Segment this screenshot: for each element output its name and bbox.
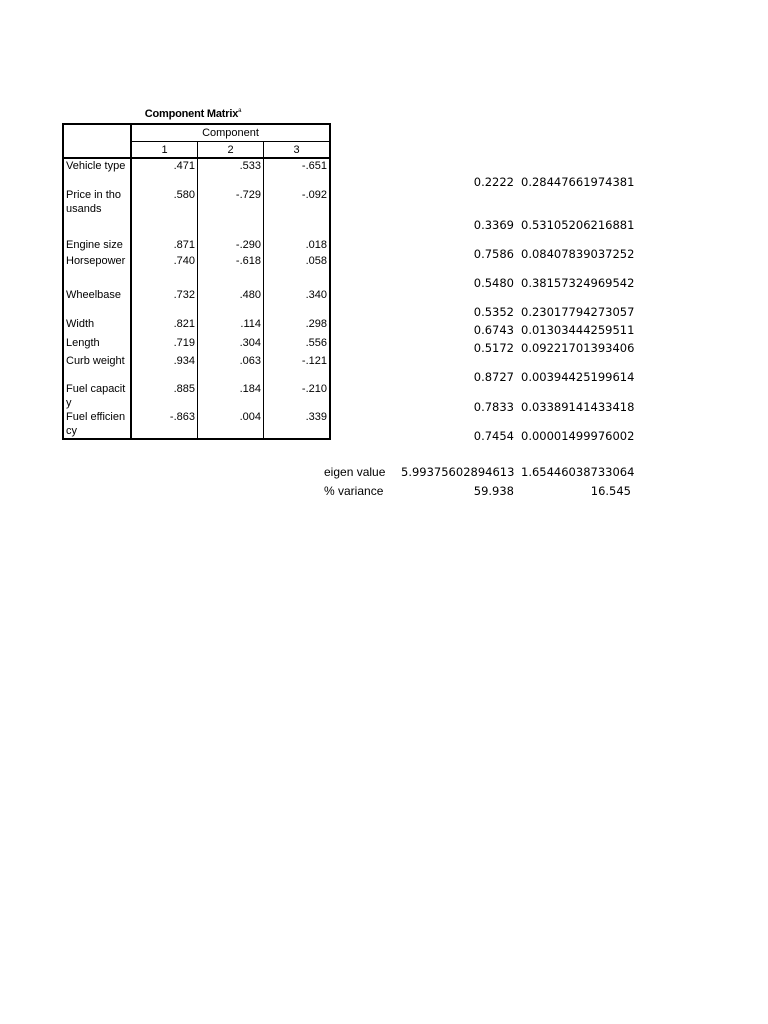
row-label-text: Wheelbase (66, 289, 122, 301)
title-footnote-mark: a (238, 108, 242, 114)
side-value-a: 0.5172 (473, 341, 514, 355)
variance-value-1: 59.938 (473, 484, 514, 498)
matrix-cell: .298 (305, 318, 327, 330)
matrix-cell: .063 (198, 354, 264, 382)
row-label (63, 410, 131, 439)
side-value-a: 0.2222 (473, 175, 514, 189)
variance-value-2: 16.545 (590, 484, 631, 498)
matrix-row (63, 254, 330, 288)
matrix-cell: .533 (198, 158, 264, 188)
row-label-text: Price in thousands (66, 189, 122, 215)
row-label (63, 382, 131, 410)
matrix-cell: .058 (305, 255, 327, 267)
side-value-b: 0.03389141433418 (521, 400, 635, 414)
matrix-row (63, 317, 330, 336)
column-header-2: 2 (198, 142, 264, 159)
matrix-cell: .004 (198, 410, 264, 439)
matrix-row (63, 288, 330, 317)
side-value-b: 0.08407839037252 (521, 247, 635, 261)
row-label-text: Fuel efficiency (66, 411, 126, 437)
matrix-cell: -.729 (198, 188, 264, 231)
row-label (63, 336, 131, 354)
matrix-row (63, 336, 330, 354)
side-value-a: 0.7454 (473, 429, 514, 443)
matrix-cell: -.618 (198, 254, 264, 288)
side-value-b: 0.53105206216881 (521, 218, 635, 232)
matrix-cell: .556 (305, 337, 327, 349)
matrix-cell: .114 (198, 317, 264, 336)
matrix-row (63, 158, 330, 188)
side-value-b: 0.23017794273057 (521, 305, 635, 319)
matrix-cell: -.290 (198, 231, 264, 254)
matrix-cell: .719 (131, 336, 198, 354)
matrix-row (63, 382, 330, 410)
matrix-cell: .304 (198, 336, 264, 354)
matrix-cell: .732 (131, 288, 198, 317)
side-value-b: 0.01303444259511 (521, 323, 635, 337)
component-matrix-table (62, 123, 331, 440)
side-value-a: 0.5480 (473, 276, 514, 290)
component-matrix-title (62, 108, 324, 120)
matrix-cell: -.121 (301, 355, 327, 367)
side-value-b: 0.38157324969542 (521, 276, 635, 290)
row-label (63, 188, 131, 231)
side-value-a: 0.7586 (473, 247, 514, 261)
side-value-a: 0.5352 (473, 305, 514, 319)
column-header-3: 3 (264, 142, 331, 159)
row-label-text: Width (66, 318, 95, 330)
matrix-row (63, 354, 330, 382)
corner-cell (63, 124, 131, 158)
side-value-a: 0.8727 (473, 370, 514, 384)
side-value-b: 0.00001499976002 (521, 429, 635, 443)
side-value-b: 0.28447661974381 (521, 175, 635, 189)
row-label-text: Vehicle type (66, 160, 126, 172)
matrix-cell: .480 (198, 288, 264, 317)
matrix-cell: -.210 (301, 383, 327, 395)
eigen-value-1: 5.99375602894613 (401, 465, 515, 479)
matrix-cell: .471 (131, 158, 198, 188)
side-value-a: 0.7833 (473, 400, 514, 414)
row-label (63, 158, 131, 188)
row-label-text: Length (66, 337, 100, 349)
eigen-value-label: eigen value (324, 465, 386, 479)
row-label-text: Horsepower (66, 255, 126, 267)
matrix-cell: .934 (131, 354, 198, 382)
side-value-a: 0.6743 (473, 323, 514, 337)
row-label (63, 231, 131, 254)
matrix-row (63, 231, 330, 254)
matrix-cell: -.092 (301, 189, 327, 201)
eigen-value-2: 1.65446038733064 (521, 465, 635, 479)
row-label-text: Curb weight (66, 355, 125, 367)
matrix-cell: .340 (305, 289, 327, 301)
row-label-text: Engine size (66, 239, 123, 251)
row-label (63, 254, 131, 288)
side-value-b: 0.00394425199614 (521, 370, 635, 384)
side-value-b: 0.09221701393406 (521, 341, 635, 355)
matrix-cell: .018 (305, 239, 327, 251)
matrix-cell: .740 (131, 254, 198, 288)
title-text: Component Matrix (144, 108, 239, 120)
matrix-cell: .885 (131, 382, 198, 410)
row-label (63, 288, 131, 317)
side-value-a: 0.3369 (473, 218, 514, 232)
column-header-1: 1 (131, 142, 198, 159)
row-label (63, 354, 131, 382)
row-label-text: Fuel capacity (66, 383, 126, 409)
matrix-cell: .339 (305, 411, 327, 423)
matrix-cell: .821 (131, 317, 198, 336)
matrix-cell: .184 (198, 382, 264, 410)
matrix-cell: .580 (131, 188, 198, 231)
matrix-cell: .871 (131, 231, 198, 254)
matrix-body (63, 158, 330, 439)
matrix-row (63, 410, 330, 439)
matrix-cell: -.863 (131, 410, 198, 439)
variance-label: % variance (324, 484, 384, 498)
matrix-row (63, 188, 330, 231)
component-header: Component (131, 124, 330, 142)
row-label (63, 317, 131, 336)
matrix-cell: -.651 (301, 160, 327, 172)
